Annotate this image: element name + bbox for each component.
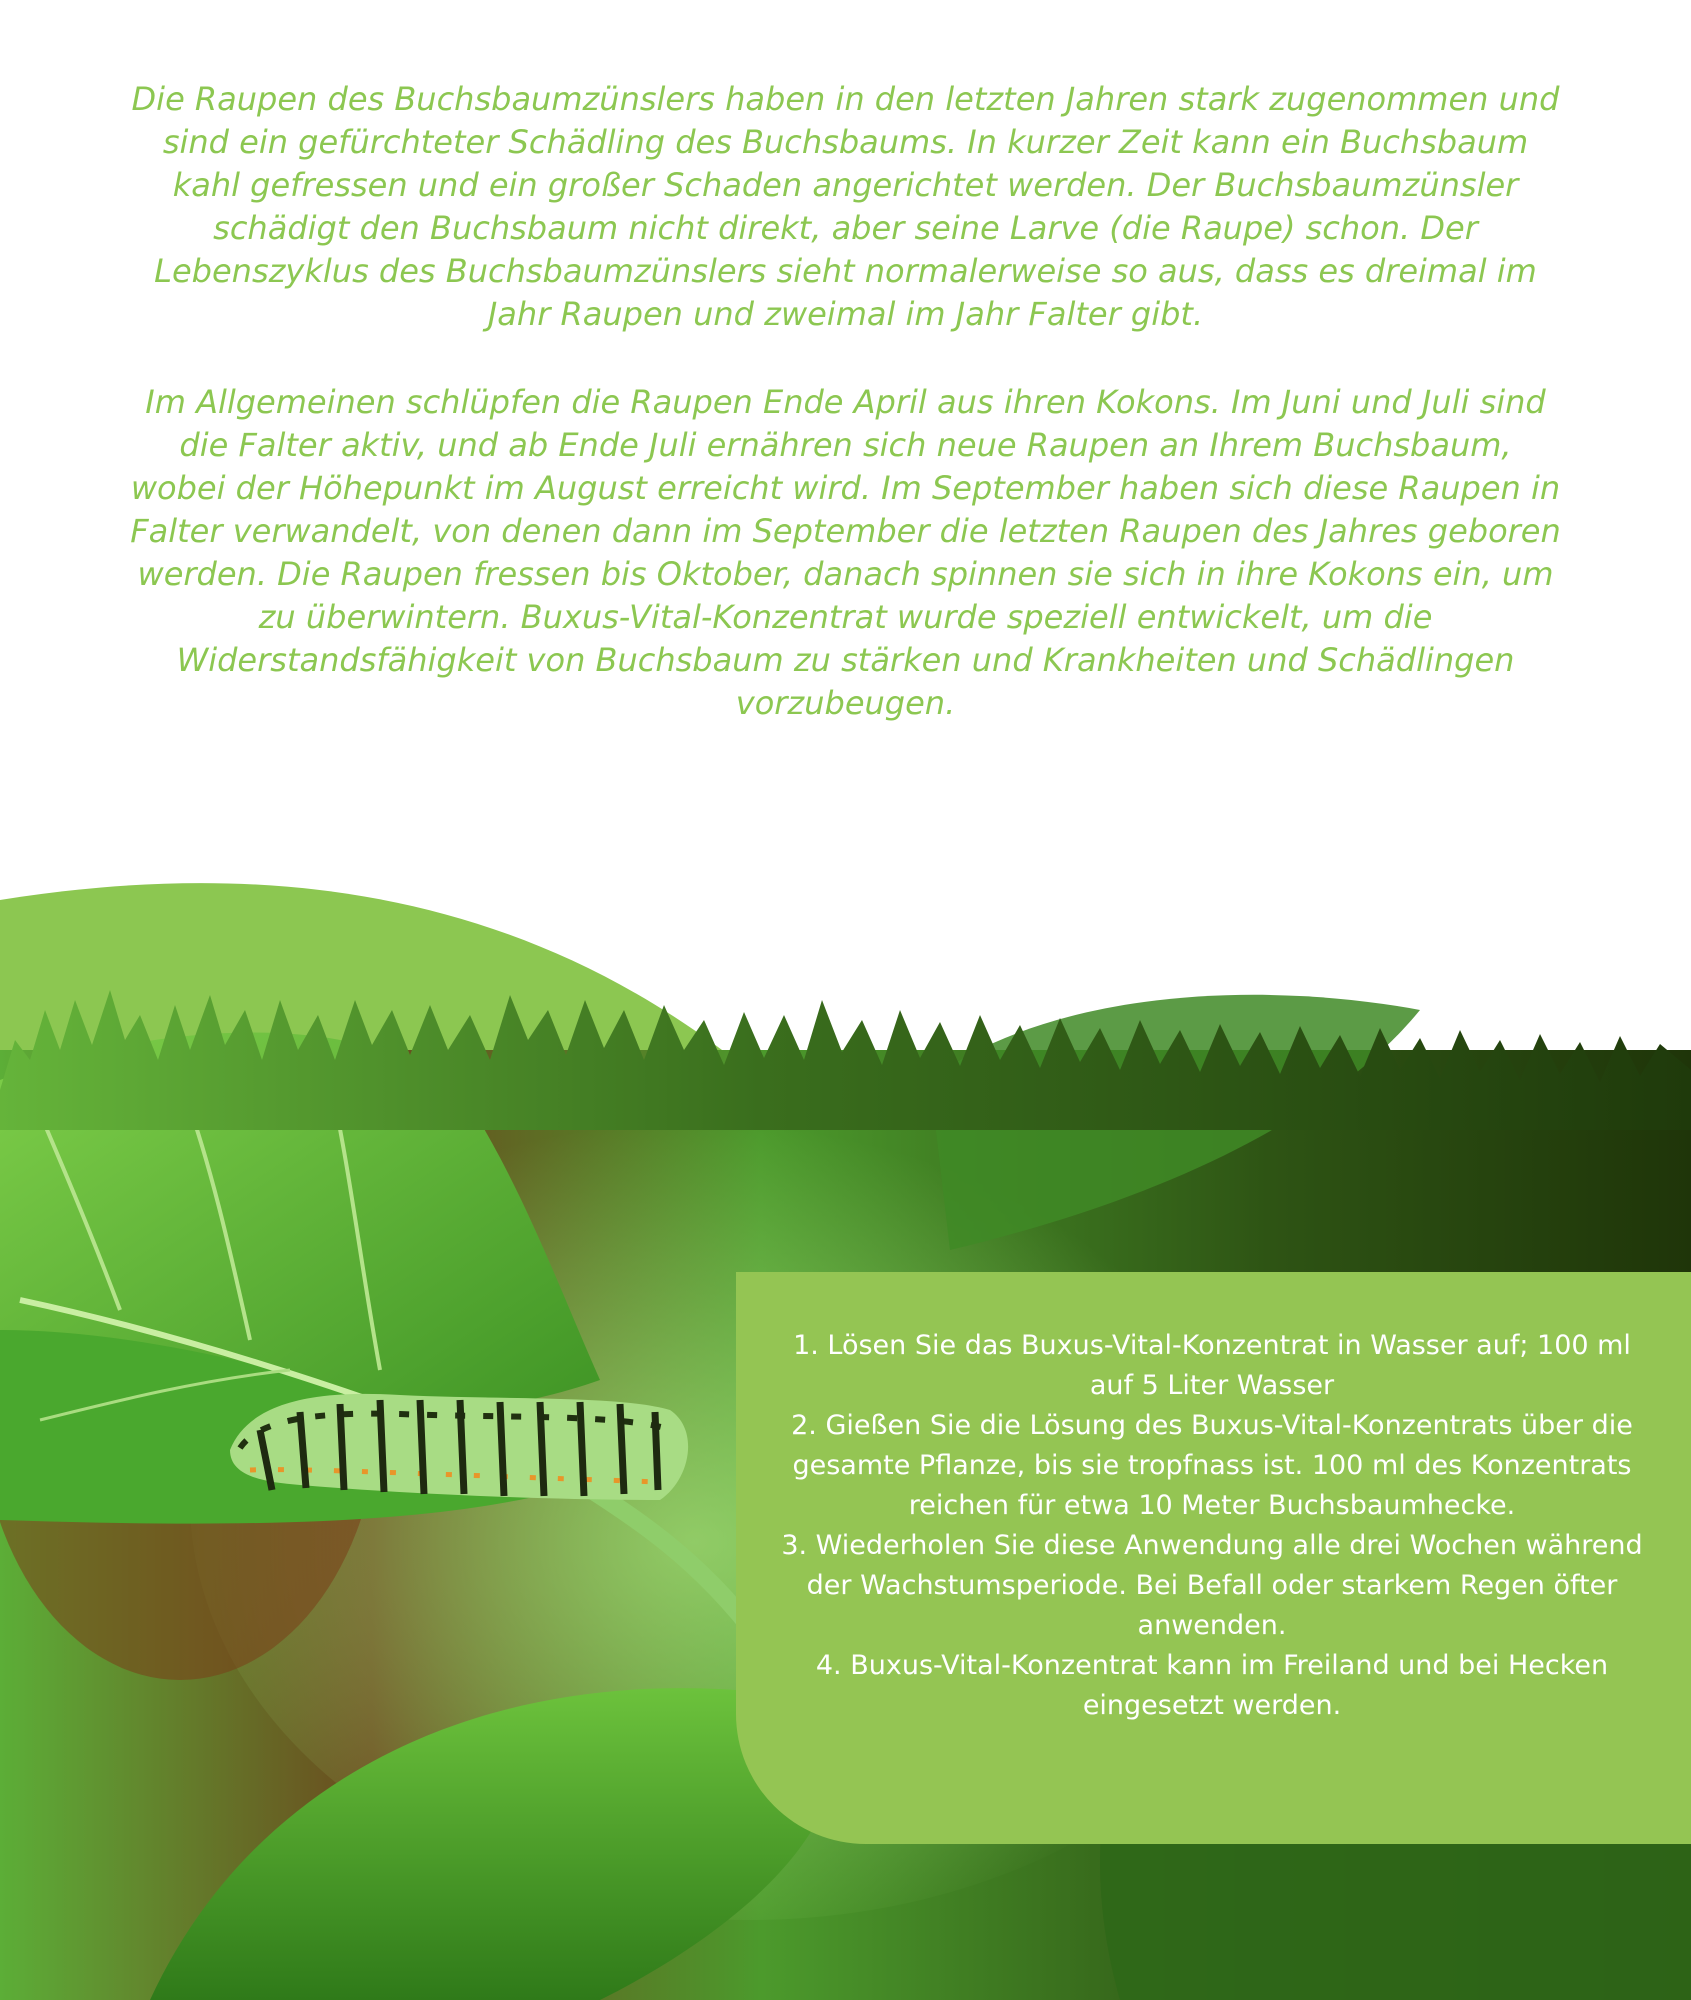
instruction-step-4: 4. Buxus-Vital-Konzentrat kann im Freiland und bei Hecken eingesetzt werden.: [815, 1650, 1609, 1721]
instructions-panel: [736, 1272, 1691, 1844]
instruction-step-1: 1. Lösen Sie das Buxus-Vital-Konzentrat in Wasser auf; 100 ml auf 5 Liter Wasser: [793, 1330, 1631, 1401]
intro-paragraph-2: Im Allgemeinen schlüpfen die Raupen Ende April aus ihren Kokons. Im Juni und Juli sind die Falter aktiv, und ab Ende Juli ernähren sich neue Raupen an Ihrem Buchsbaum, wobei der Höhepunkt im August erreicht wird. Im September haben sich diese Raupen in Falter verwandelt, von denen dann im September die letzten Raupen des Jahres geboren werden. Die Raupen fressen bis Oktober, danach spinnen sie sich in ihre Kokons ein, um zu überwintern. Buxus-Vital-Konzentrat wurde speziell entwickelt, um die Widerstandsfähigkeit von Buchsbaum zu stärken und Krankheiten und Schädlingen vorzubeugen.: [130, 383, 1561, 722]
instruction-step-3: 3. Wiederholen Sie diese Anwendung alle drei Wochen während der Wachstumsperiode. Bei Befall oder starkem Regen öfter anwenden.: [781, 1530, 1643, 1641]
instructions-list: [772, 1326, 1652, 1726]
intro-paragraph-1: Die Raupen des Buchsbaumzünslers haben in den letzten Jahren stark zugenommen und sind ein gefürchteter Schädling des Buchsbaums. In kurzer Zeit kann ein Buchsbaum kahl gefressen und ein großer Schaden angerichtet werden. Der Buchsbaumzünsler schädigt den Buchsbaum nicht direkt, aber seine Larve (die Raupe) schon. Der Lebenszyklus des Buchsbaumzünslers sieht normalerweise so aus, dass es dreimal im Jahr Raupen und zweimal im Jahr Falter gibt.: [131, 80, 1560, 333]
instruction-step-2: 2. Gießen Sie die Lösung des Buxus-Vital-Konzentrats über die gesamte Pflanze, bis sie tropfnass ist. 100 ml des Konzentrats reichen für etwa 10 Meter Buchsbaumhecke.: [791, 1410, 1633, 1521]
caterpillar-icon: [230, 1394, 688, 1500]
